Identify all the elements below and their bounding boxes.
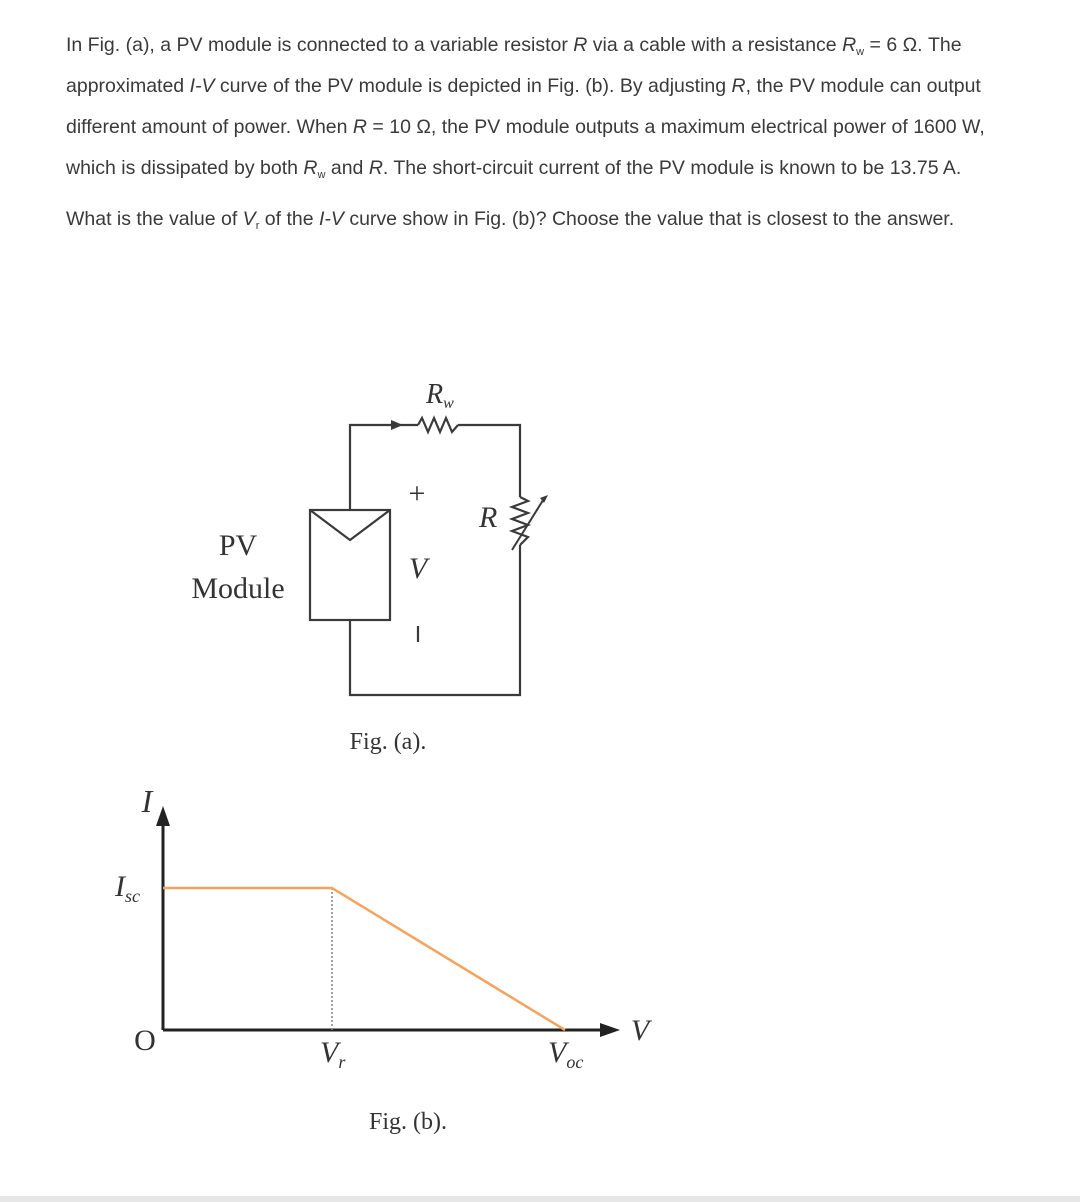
- rw-letter: R: [426, 379, 444, 410]
- rw-subscript: w: [443, 395, 454, 412]
- pv-module-symbol: [310, 510, 390, 540]
- iv-curve-diagram: [0, 760, 1080, 1160]
- plus-sign: +: [408, 477, 426, 510]
- vr-letter: V: [320, 1036, 339, 1069]
- text-run: = 10 Ω, the PV module outputs a maximum electrical power of 1600 W, which is dissipated by both: [66, 116, 985, 179]
- rw-resistor: [418, 418, 458, 432]
- fig-a-caption: Fig. (a).: [349, 729, 427, 755]
- fig-b-caption: Fig. (b).: [369, 1109, 447, 1135]
- y-axis-label: I: [141, 783, 153, 819]
- var-r: R: [573, 34, 588, 56]
- pv-label-line2: Module: [191, 572, 285, 605]
- current-arrow-icon: [391, 420, 403, 430]
- isc-label: [114, 870, 140, 906]
- var-rw: R: [303, 157, 318, 179]
- var-r: R: [368, 157, 383, 179]
- voc-letter: V: [548, 1036, 567, 1069]
- iv-curve: [163, 888, 565, 1030]
- origin-label: O: [134, 1024, 156, 1057]
- text-run: , the PV module can output different amount of power. When: [66, 75, 981, 138]
- var-rw: R: [842, 34, 857, 56]
- text-run: via a cable with a resistance: [587, 34, 843, 56]
- y-axis-arrow-icon: [156, 806, 170, 826]
- wire-top-right: [458, 425, 520, 497]
- x-axis-arrow-icon: [600, 1023, 620, 1037]
- var-r: R: [352, 116, 367, 138]
- var-rw-sub: w: [856, 46, 865, 58]
- text-run: curve show in Fig. (b)? Choose the value that is closest to the answer.: [343, 208, 955, 230]
- text-run: . The short-circuit current of the PV module is known to be 13.75 A.: [382, 157, 962, 179]
- vr-label: [320, 1036, 346, 1072]
- pv-module-box: [310, 510, 390, 620]
- text-run: What is the value of: [66, 208, 243, 230]
- text-run: and: [325, 157, 369, 179]
- rw-label: [425, 379, 454, 412]
- v-label: V: [408, 552, 428, 585]
- r-label: R: [479, 501, 498, 534]
- text-run: of the: [259, 208, 319, 230]
- var-v-sub: r: [255, 220, 260, 232]
- pv-label-line1: PV: [218, 529, 258, 562]
- var-rw-sub: w: [317, 169, 326, 181]
- voc-label: [548, 1036, 583, 1072]
- text-run: curve of the PV module is depicted in Fig. (b). By adjusting: [214, 75, 732, 97]
- isc-subscript: sc: [125, 886, 140, 906]
- var-iv: I-V: [318, 208, 344, 230]
- voc-subscript: oc: [566, 1052, 584, 1072]
- vr-subscript: r: [338, 1052, 346, 1072]
- text-run: In Fig. (a), a PV module is connected to a variable resistor: [66, 34, 574, 56]
- var-v: V: [242, 208, 256, 230]
- x-axis-label: V: [630, 1014, 650, 1047]
- var-r: R: [731, 75, 746, 97]
- isc-letter: I: [115, 870, 125, 903]
- text-run: = 6 Ω. The approximated: [66, 34, 962, 97]
- bottom-border: [0, 1196, 1080, 1202]
- var-iv: I-V: [189, 75, 215, 97]
